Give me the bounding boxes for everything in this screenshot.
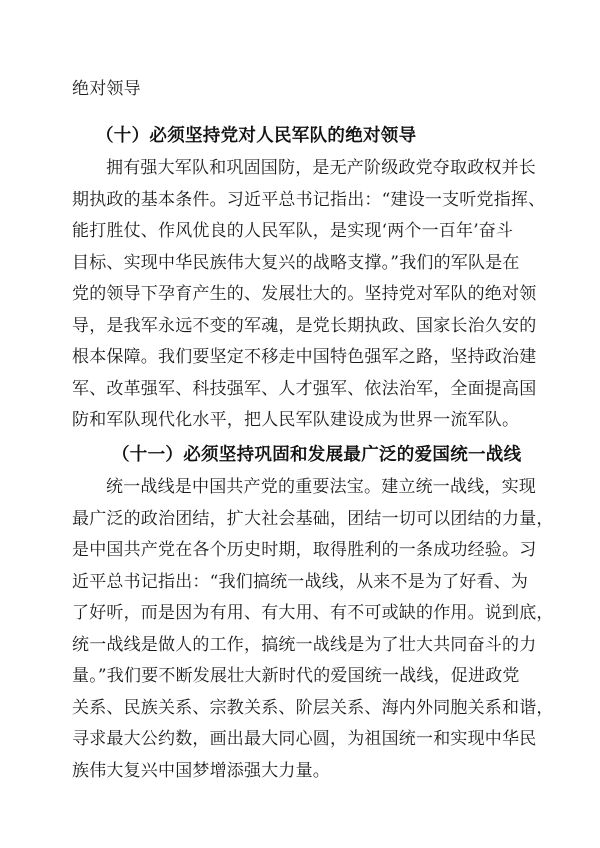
paragraph-line: 量。”我们要不断发展壮大新时代的爱国统一战线，促进政党: [72, 666, 520, 686]
paragraph-line: 防和军队现代化水平，把人民军队建设成为世界一流军队。: [72, 410, 520, 430]
paragraph-line: 统一战线是做人的工作，搞统一战线是为了壮大共同奋斗的力: [72, 635, 537, 655]
paragraph-line: 关系、民族关系、宗教关系、阶层关系、海内外同胞关系和谐，: [72, 698, 554, 718]
paragraph-line: 最广泛的政治团结，扩大社会基础，团结一切可以团结的力量，: [72, 509, 554, 529]
paragraph-line: 导，是我军永远不变的军魂，是党长期执政、国家长治久安的: [72, 316, 537, 336]
paragraph-line: 拥有强大军队和巩固国防，是无产阶级政党夺取政权并长: [106, 158, 536, 178]
paragraph-line: 是中国共产党在各个历史时期，取得胜利的一条成功经验。习: [72, 540, 537, 560]
paragraph-line: 期执政的基本条件。习近平总书记指出：“建设一支听党指挥、: [72, 190, 546, 210]
section-10-heading: （十）必须坚持党对人民军队的绝对领导: [96, 126, 417, 146]
paragraph-line: 军、改革强军、科技强军、人才强军、依法治军，全面提高国: [72, 379, 537, 399]
paragraph-line: 根本保障。我们要坚定不移走中国特色强军之路，坚持政治建: [72, 347, 537, 367]
section-11-heading: （十一）必须坚持巩固和发展最广泛的爱国统一战线: [112, 445, 522, 465]
paragraph-line: 族伟大复兴中国梦增添强大力量。: [72, 761, 330, 781]
paragraph-line: 寻求最大公约数，画出最大同心圆，为祖国统一和实现中华民: [72, 729, 537, 749]
paragraph-line: 目标、实现中华民族伟大复兴的战略支撑。”我们的军队是在: [72, 253, 520, 273]
paragraph-line: 近平总书记指出：“我们搞统一战线，从来不是为了好看、为: [72, 572, 529, 592]
paragraph-line: 党的领导下孕育产生的、发展壮大的。坚持党对军队的绝对领: [72, 284, 537, 304]
continuation-text: 绝对领导: [72, 79, 141, 99]
paragraph-line: 了好听，而是因为有用、有大用、有不可或缺的作用。说到底，: [72, 603, 554, 623]
paragraph-line: 能打胜仗、作风优良的人民军队，是实现‘两个一百年’奋斗: [72, 221, 514, 241]
paragraph-line: 统一战线是中国共产党的重要法宝。建立统一战线，实现: [106, 477, 536, 497]
